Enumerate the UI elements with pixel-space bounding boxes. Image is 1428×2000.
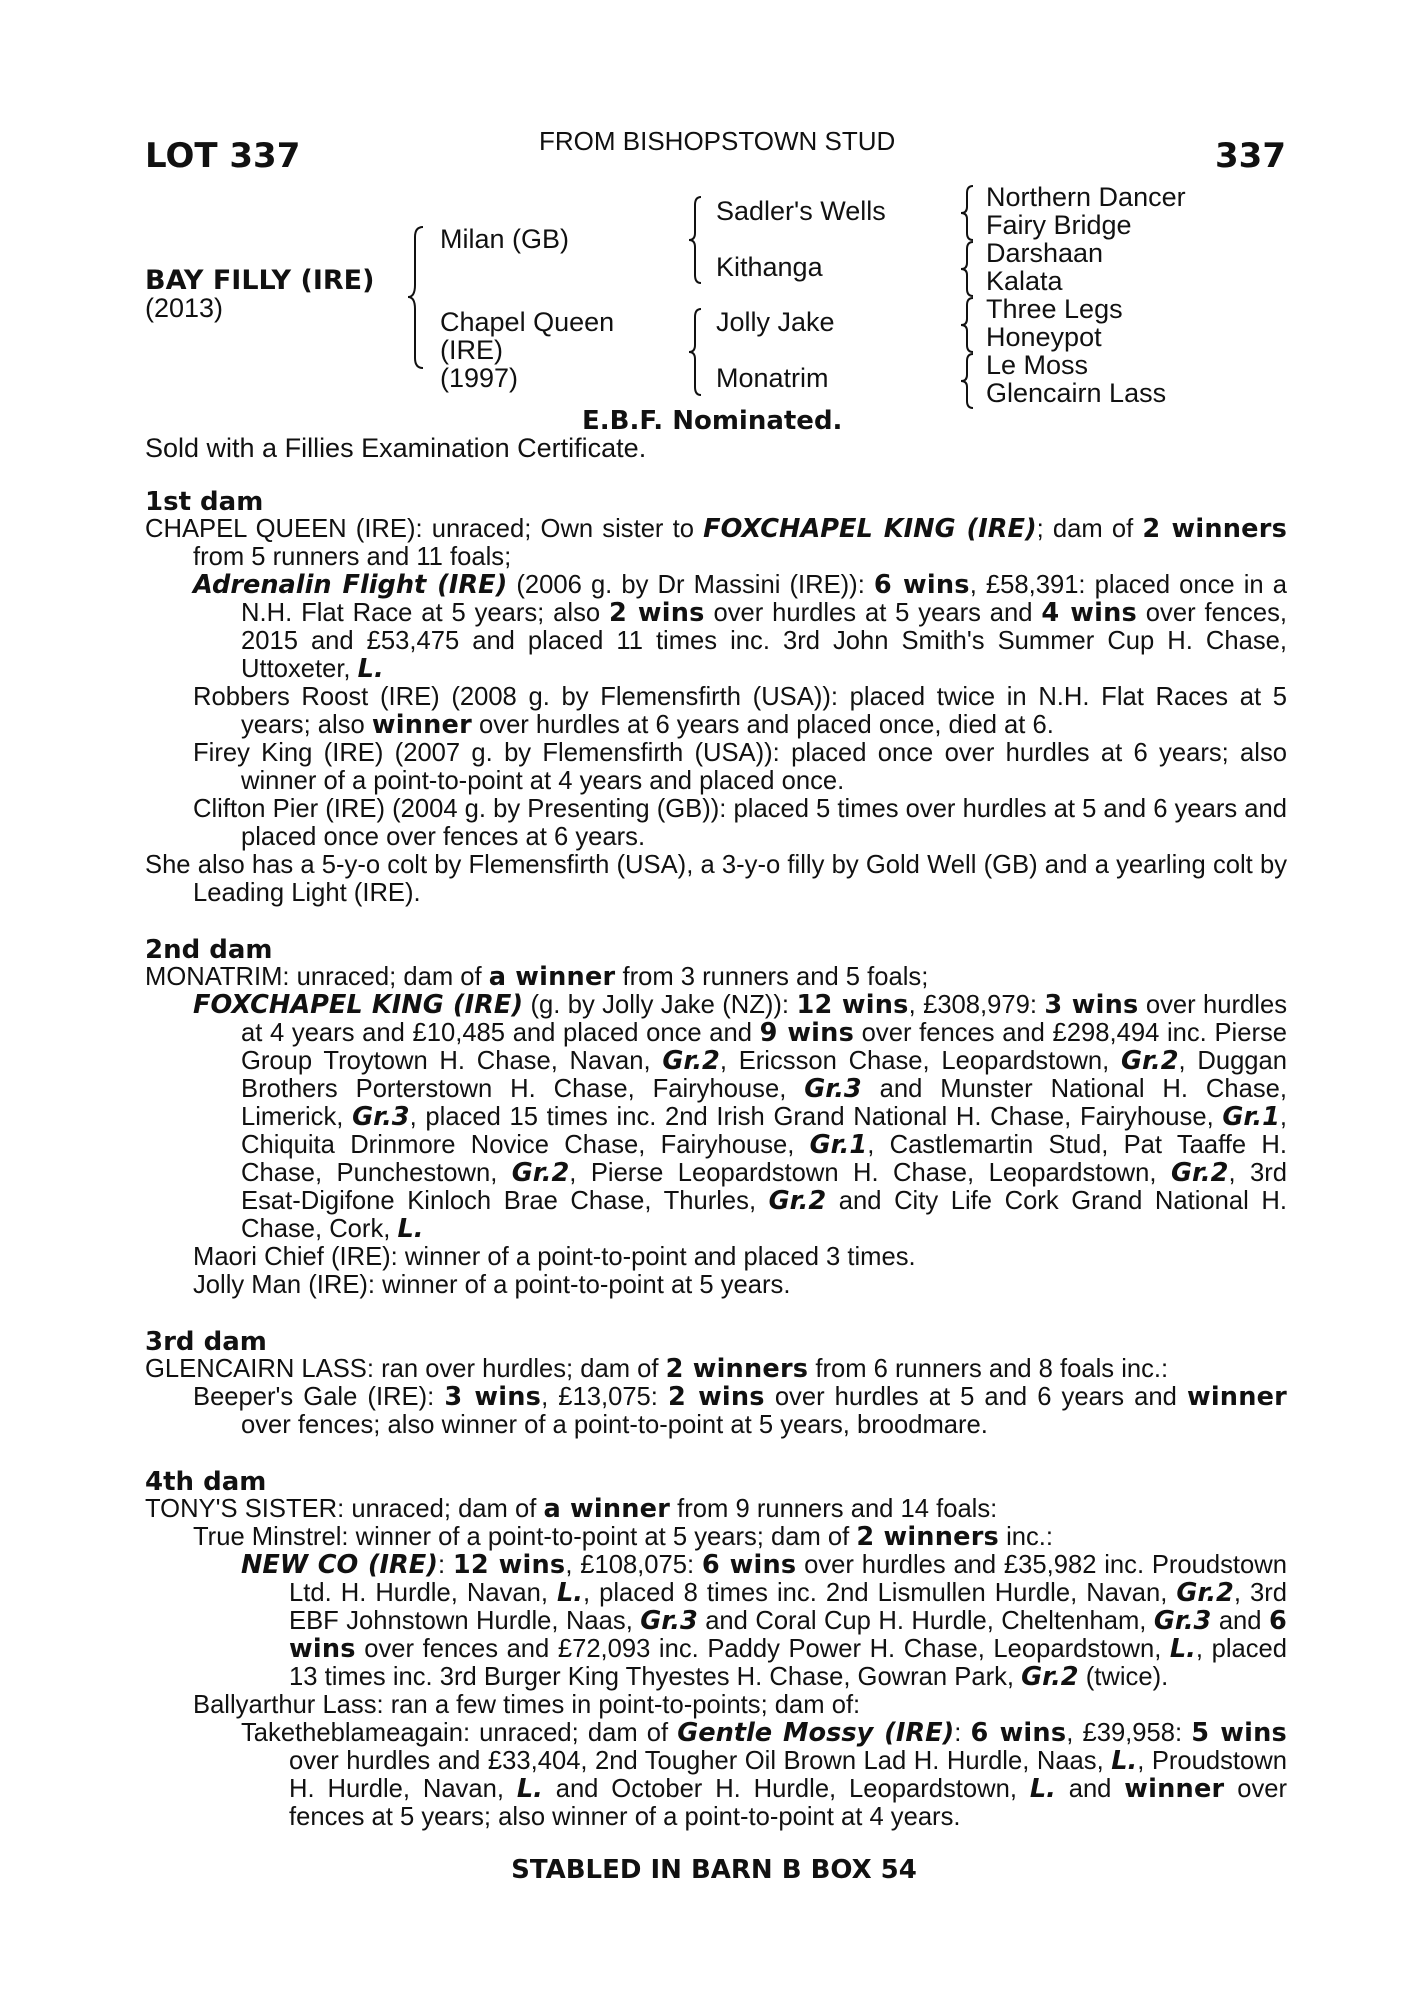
progeny-entry: Maori Chief (IRE): winner of a point-to-point and placed 3 times. [193,1243,916,1271]
ggp-4: Kalata [986,266,1063,296]
dam-line3: (1997) [440,363,519,393]
sire-sire: Sadler's Wells [716,196,886,226]
dam2-entry: MONATRIM: unraced; dam of a winner from 3 runners and 5 foals; [145,962,929,992]
progeny-entry: True Minstrel: winner of a point-to-point at 5 years; dam of 2 winners inc.: [193,1522,1054,1552]
lot-label: LOT 337 [145,136,301,176]
ebf-nominated: E.B.F. Nominated. [582,406,843,436]
progeny-entry: Beeper's Gale (IRE): 3 wins, £13,075: 2 wins over hurdles at 5 and 6 years and winner over fences; also winner of a point-to-point at 5 years, broodmare. [193,1382,1288,1439]
dam3-body [145,1355,1287,1439]
dam4-body [145,1495,1287,1831]
dam3-entry: GLENCAIRN LASS: ran over hurdles; dam of 2 winners from 6 runners and 8 foals inc.: [145,1354,1169,1384]
dam-dam: Monatrim [716,363,829,393]
certificate-note: Sold with a Fillies Examination Certificate. [145,433,647,463]
progeny-entry: NEW CO (IRE): 12 wins, £108,075: 6 wins over hurdles and £35,982 inc. Proudstown Ltd. H. Hurdle, Navan, L., placed 8 times inc. 2nd Lismullen Hurdle, Navan, Gr.2, 3rd EBF Johnstown Hurdle, Naas, Gr.3 and Coral Cup H. Hurdle, Cheltenham, Gr.3 and 6 wins over fences and £72,093 inc. Paddy Power H. Chase, Leopardstown, L., placed 13 times inc. 3rd Burger King Thyestes H. Chase, Gowran Park, Gr.2 (twice). [241,1550,1288,1692]
stabled-location: STABLED IN BARN B BOX 54 [511,1855,917,1885]
progeny-entry: Ballyarthur Lass: ran a few times in point-to-points; dam of: [193,1691,861,1719]
consignor: FROM BISHOPSTOWN STUD [539,126,896,156]
pedigree-brace-2 [686,195,706,285]
section-heading-3rd-dam: 3rd dam [145,1327,267,1357]
ggp-1: Northern Dancer [986,182,1186,212]
dam-line1: Chapel Queen [440,307,615,337]
pedigree-brace-1 [405,225,429,370]
ggp-5: Three Legs [986,294,1123,324]
ggp-2: Fairy Bridge [986,210,1132,240]
dam-line2: (IRE) [440,335,503,365]
dam1-entry: CHAPEL QUEEN (IRE): unraced; Own sister to FOXCHAPEL KING (IRE); dam of 2 winners from 5 runners and 11 foals; [145,514,1287,571]
pedigree-brace-6 [958,296,978,354]
lot-number: 337 [1215,136,1286,176]
progeny-entry: Adrenalin Flight (IRE) (2006 g. by Dr Massini (IRE)): 6 wins, £58,391: placed once in a N.H. Flat Race at 5 years; also 2 wins over hurdles at 5 years and 4 wins over fences, 2015 and £53,475 and placed 11 times inc. 3rd John Smith's Summer Cup H. Chase, Uttoxeter, L. [193,570,1287,684]
sire-dam: Kithanga [716,252,823,282]
sire: Milan (GB) [440,224,570,254]
dam1-body [145,515,1287,907]
dam-sire: Jolly Jake [716,307,835,337]
section-heading-2nd-dam: 2nd dam [145,935,273,965]
progeny-entry: Clifton Pier (IRE) (2004 g. by Presenting (GB)): placed 5 times over hurdles at 5 and 6 years and placed once over fences at 6 years. [193,795,1287,851]
pedigree-brace-3 [686,307,706,397]
horse-name: BAY FILLY (IRE) [145,265,375,296]
horse-year: (2013) [145,293,224,323]
dam4-entry: TONY'S SISTER: unraced; dam of a winner from 9 runners and 14 foals: [145,1494,998,1524]
ggp-3: Darshaan [986,238,1104,268]
ggp-6: Honeypot [986,322,1102,352]
dam1-also-note: She also has a 5-y-o colt by Flemensfirth (USA), a 3-y-o filly by Gold Well (GB) and a yearling colt by Leading Light (IRE). [145,851,1287,907]
ggp-7: Le Moss [986,350,1089,380]
progeny-entry: Robbers Roost (IRE) (2008 g. by Flemensfirth (USA)): placed twice in N.H. Flat Races at 5 years; also winner over hurdles at 6 years and placed once, died at 6. [193,683,1287,740]
dam2-body [145,963,1287,1299]
progeny-entry: FOXCHAPEL KING (IRE) (g. by Jolly Jake (NZ)): 12 wins, £308,979: 3 wins over hurdles at 4 years and £10,485 and placed once and 9 wins over fences and £298,494 inc. Pierse Group Troytown H. Chase, Navan, Gr.2, Ericsson Chase, Leopardstown, Gr.2, Duggan Brothers Porterstown H. Chase, Fairyhouse, Gr.3 and Munster National H. Chase, Limerick, Gr.3, placed 15 times inc. 2nd Irish Grand National H. Chase, Fairyhouse, Gr.1, Chiquita Drinmore Novice Chase, Fairyhouse, Gr.1, Castlemartin Stud, Pat Taaffe H. Chase, Punchestown, Gr.2, Pierse Leopardstown H. Chase, Leopardstown, Gr.2, 3rd Esat-Digifone Kinloch Brae Chase, Thurles, Gr.2 and City Life Cork Grand National H. Chase, Cork, L. [193,990,1288,1244]
pedigree-brace-7 [958,352,978,410]
section-heading-4th-dam: 4th dam [145,1467,267,1497]
pedigree-brace-5 [958,240,978,298]
progeny-entry: Taketheblameagain: unraced; dam of Gentle Mossy (IRE): 6 wins, £39,958: 5 wins over hurdles and £33,404, 2nd Tougher Oil Brown Lad H. Hurdle, Naas, L., Proudstown H. Hurdle, Navan, L. and October H. Hurdle, Leopardstown, L. and winner over fences at 5 years; also winner of a point-to-point at 4 years. [241,1718,1288,1831]
progeny-entry: Jolly Man (IRE): winner of a point-to-point at 5 years. [193,1271,791,1299]
progeny-entry: Firey King (IRE) (2007 g. by Flemensfirth (USA)): placed once over hurdles at 6 years; also winner of a point-to-point at 4 years and placed once. [193,739,1287,795]
ggp-8: Glencairn Lass [986,378,1167,408]
pedigree-brace-4 [958,184,978,242]
section-heading-1st-dam: 1st dam [145,487,264,517]
